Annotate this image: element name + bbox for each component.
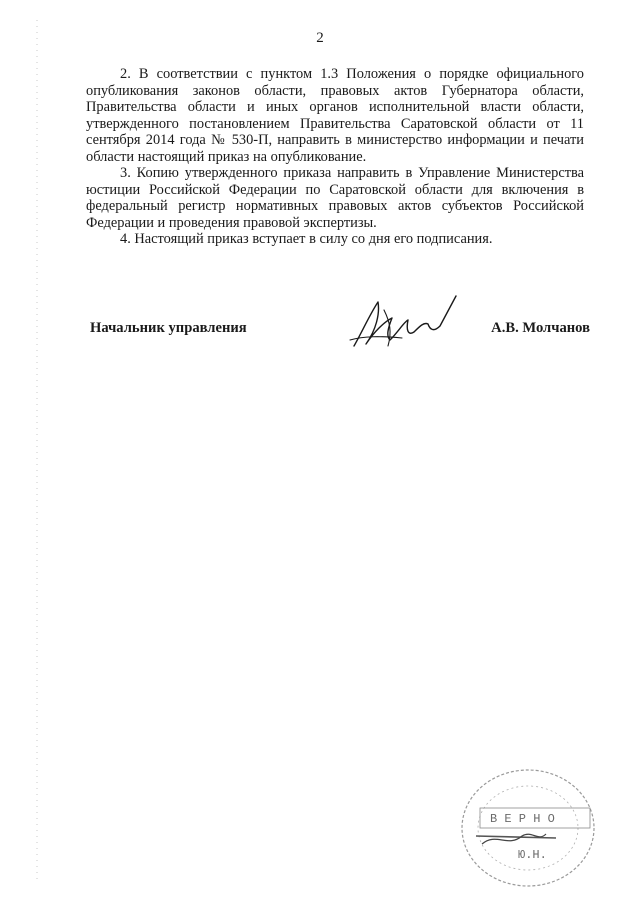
stamp-initials-text: Ю.Н. <box>518 848 547 862</box>
stamp-certified-text: В Е Р Н О <box>490 812 555 826</box>
paragraph-2: 2. В соответствии с пунктом 1.3 Положения о порядке официального опубликования законов области, правовых актов Губернатора области, Правительства области и иных органов исполнительной власти области, утвержденного постановлением Правительства Саратовской области от 11 сентября 2014 года № 530-П, направить в министерство информации и печати области настоящий приказ на опубликование. <box>86 66 584 165</box>
body-text <box>86 66 584 248</box>
certification-stamp <box>446 752 606 892</box>
scan-margin-marks <box>36 20 38 880</box>
signatory-name: А.В. Молчанов <box>491 320 590 336</box>
page-number: 2 <box>316 30 324 46</box>
paragraph-4: 4. Настоящий приказ вступает в силу со дня его подписания. <box>120 231 493 247</box>
handwritten-signature <box>344 292 464 354</box>
signatory-title: Начальник управления <box>90 320 247 336</box>
paragraph-3: 3. Копию утвержденного приказа направить в Управление Министерства юстиции Российской Федерации по Саратовской области для включения в федеральный регистр нормативных правовых актов субъектов Российской Федерации и проведения правовой экспертизы. <box>86 165 584 231</box>
signature-block <box>90 318 590 358</box>
